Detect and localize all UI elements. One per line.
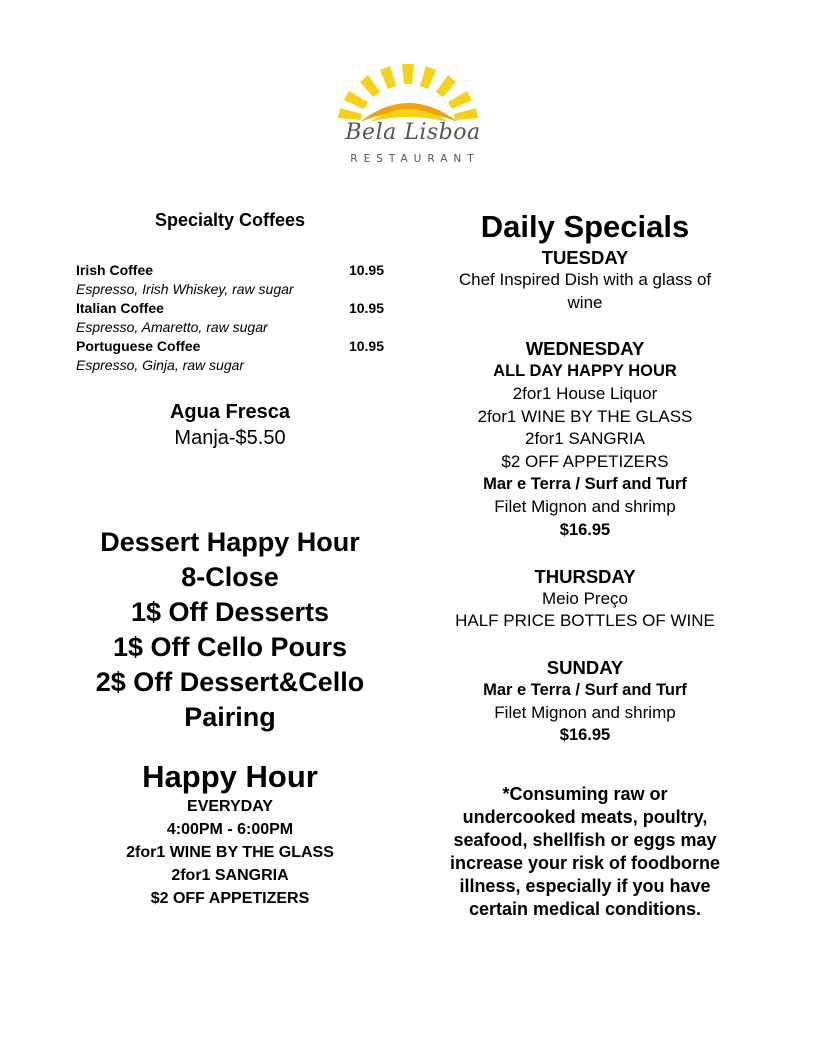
specialty-coffees-title: Specialty Coffees [154,210,306,230]
special-line: 2for1 House Liquor [512,384,658,403]
agua-fresca-title: Agua Fresca [169,401,291,423]
special-line: 2for1 SANGRIA [525,429,645,448]
special-price: $16.95 [559,520,611,539]
day-heading: SUNDAY [546,656,624,678]
coffee-description: Espresso, Irish Whiskey, raw sugar [76,281,294,297]
dessert-line: Dessert Happy Hour [100,527,360,557]
day-heading: TUESDAY [541,247,629,268]
left-column [76,208,384,910]
warning-line: illness, especially if you have [459,876,711,896]
day-heading: THURSDAY [534,565,636,587]
coffee-price: 10.95 [348,338,384,354]
special-description: Filet Mignon and shrimp [494,702,676,722]
coffee-item [76,337,384,375]
warning-line: seafood, shellfish or eggs may [453,830,717,850]
coffee-item [76,299,384,337]
special-line: HALF PRICE BOTTLES OF WINE [455,611,715,630]
sun-icon [330,62,490,124]
wednesday-section [432,337,738,542]
tuesday-section [432,246,738,314]
dessert-line: 1$ Off Cello Pours [112,632,348,662]
thursday-section [432,565,738,633]
special-line: Meio Preço [542,588,628,608]
special-price: $16.95 [559,726,611,744]
warning-line: increase your risk of foodborne [449,853,721,873]
special-name: Mar e Terra / Surf and Turf [483,475,687,493]
coffee-name: Portuguese Coffee [76,338,201,354]
happy-hour-line: EVERYDAY [187,798,273,815]
dessert-line: 8-Close [181,562,279,592]
special-line: 2for1 WINE BY THE GLASS [477,406,693,426]
special-description: Filet Mignon and shrimp [494,497,676,516]
day-subtitle: ALL DAY HAPPY HOUR [493,362,677,380]
warning-line: undercooked meats, poultry, [462,807,708,827]
restaurant-logo [330,62,490,177]
coffee-description: Espresso, Amaretto, raw sugar [76,319,268,335]
happy-hour-line: 4:00PM - 6:00PM [166,821,294,838]
happy-hour-title: Happy Hour [142,759,318,794]
logo-name: Bela Lisboa [345,120,481,145]
coffee-price: 10.95 [348,262,384,278]
warning-line: certain medical conditions. [468,899,702,919]
coffee-name: Irish Coffee [76,262,154,278]
happy-hour-line: 2for1 SANGRIA [171,867,289,884]
agua-fresca-price: Manja-$5.50 [174,427,286,449]
right-column [432,208,738,921]
special-line: wine [567,292,603,312]
coffee-name: Italian Coffee [76,300,164,316]
day-heading: WEDNESDAY [525,338,645,359]
sunday-section [432,656,738,748]
happy-hour-details [76,795,384,910]
daily-specials-title: Daily Specials [480,209,690,244]
happy-hour-line: 2for1 WINE BY THE GLASS [126,844,334,861]
special-line: Chef Inspired Dish with a glass of [458,270,712,289]
logo-subtitle: RESTAURANT [350,153,480,165]
dessert-line: 2$ Off Dessert&Cello [95,667,365,697]
dessert-line: 1$ Off Desserts [130,597,330,627]
warning-line: *Consuming raw or [502,784,668,804]
happy-hour-line: $2 OFF APPETIZERS [150,890,310,907]
dessert-line: Pairing [184,702,276,732]
coffee-description: Espresso, Ginja, raw sugar [76,357,245,373]
coffee-price: 10.95 [348,300,384,316]
coffee-item [76,261,384,299]
food-safety-warning [432,783,738,921]
dessert-happy-hour [76,525,384,735]
special-name: Mar e Terra / Surf and Turf [483,680,687,699]
special-line: $2 OFF APPETIZERS [501,451,669,471]
